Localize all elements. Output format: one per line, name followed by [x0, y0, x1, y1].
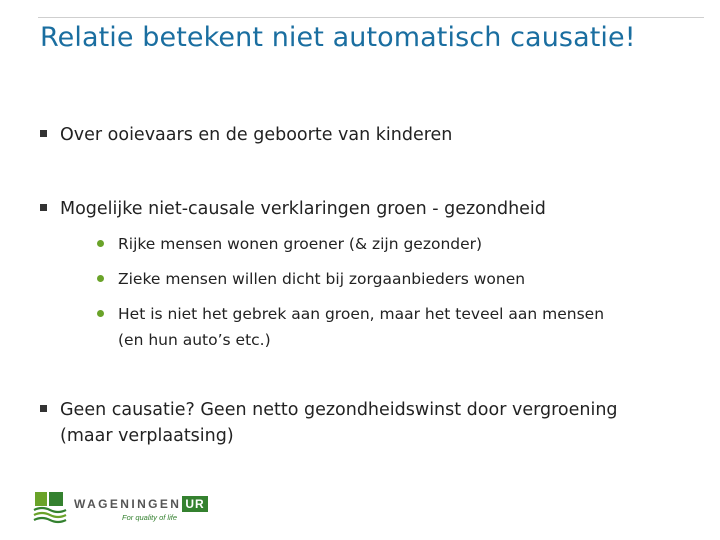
square-bullet-icon	[40, 204, 47, 211]
logo-wordmark	[74, 496, 208, 512]
bullet-text: Geen causatie? Geen netto gezondheidswinst door vergroening	[60, 400, 618, 420]
dot-bullet-icon	[97, 240, 104, 247]
bullet-text: Mogelijke niet-causale verklaringen groen - gezondheid	[60, 199, 546, 219]
square-bullet-icon	[40, 405, 47, 412]
slide-title: Relatie betekent niet automatisch causatie!	[40, 22, 636, 53]
dot-bullet-icon	[97, 275, 104, 282]
bullet-text-continued: (maar verplaatsing)	[60, 426, 234, 446]
square-bullet-icon	[40, 130, 47, 137]
sub-bullet-text-continued: (en hun auto’s etc.)	[118, 331, 271, 349]
dot-bullet-icon	[97, 310, 104, 317]
wur-emblem-icon	[32, 490, 68, 526]
sub-bullet-text: Zieke mensen willen dicht bij zorgaanbieders wonen	[118, 270, 526, 288]
title-rule	[38, 17, 704, 18]
sub-bullet-text: Het is niet het gebrek aan groen, maar het teveel aan mensen	[118, 305, 605, 323]
logo-name: WAGENINGEN	[74, 497, 182, 511]
logo-suffix: UR	[182, 496, 207, 512]
wageningen-ur-logo	[32, 490, 232, 530]
sub-bullet-text: Rijke mensen wonen groener (& zijn gezonder)	[118, 235, 483, 253]
logo-tagline: For quality of life	[122, 513, 178, 522]
bullet-text: Over ooievaars en de geboorte van kinderen	[60, 125, 453, 145]
